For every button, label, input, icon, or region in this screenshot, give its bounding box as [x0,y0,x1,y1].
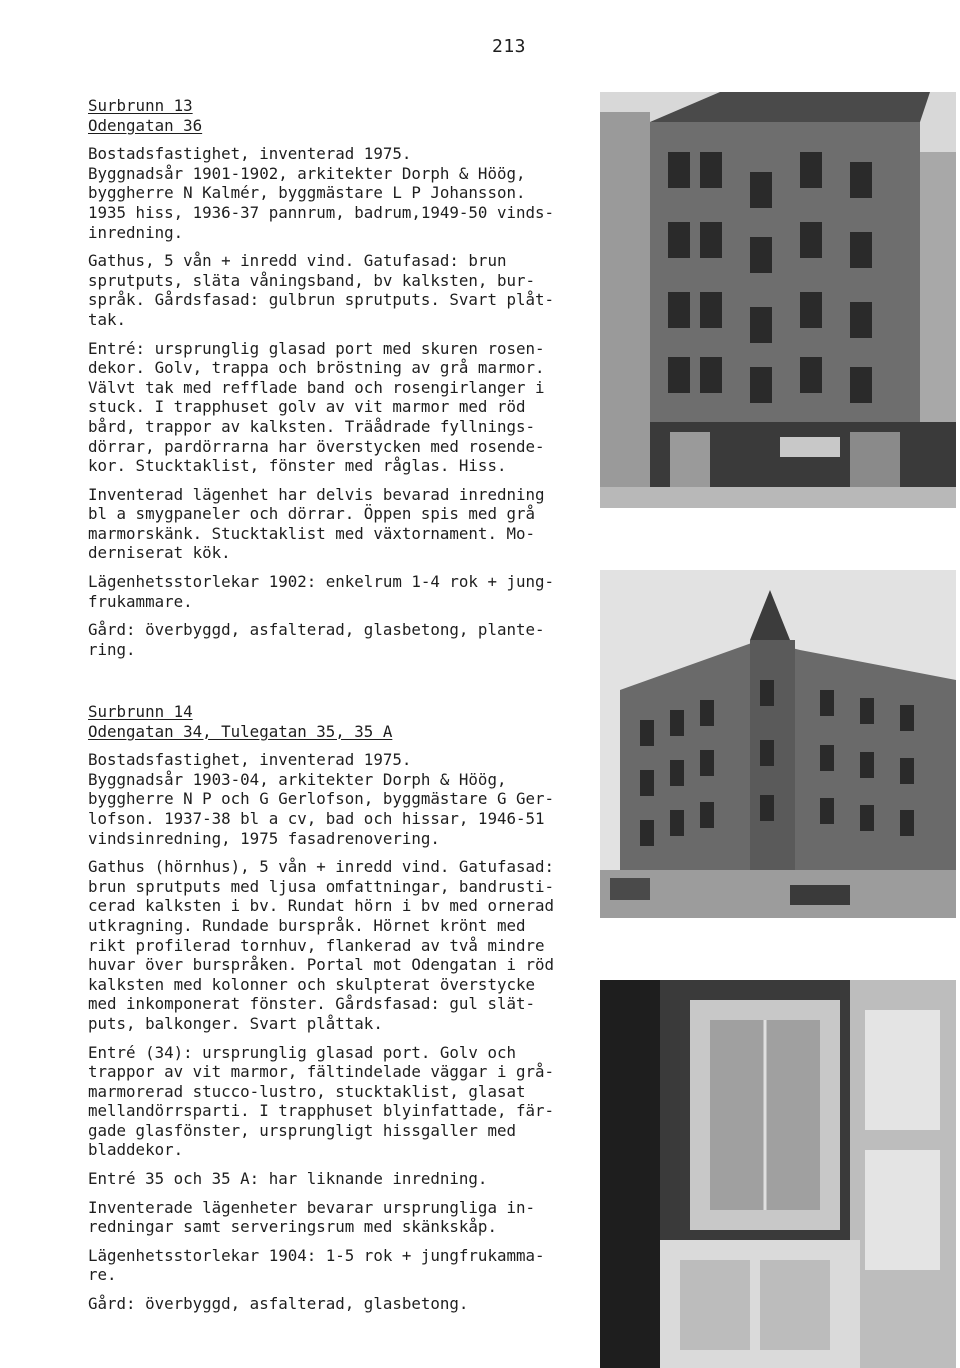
text-line: ring. [88,639,136,659]
text-line: kalksten med kolonner och skulpterat överstycke [88,974,535,994]
entry-header [88,96,572,135]
text-line: brun sprutputs med ljusa omfattningar, bandrusti- [88,876,555,896]
text-line: marmorskänk. Stucktaklist med växtornament. Mo- [88,523,535,543]
paragraph [88,620,572,659]
text-line: språk. Gårdsfasad: gulbrun sprutputs. Svart plåt- [88,290,555,310]
text-line: Bostadsfastighet, inventerad 1975. [88,144,412,164]
entry-address: Odengatan 36 [88,115,203,135]
text-line: Gård: överbyggd, asfalterad, glasbetong, plante- [88,620,545,640]
text-line: Gathus, 5 vån + inredd vind. Gatufasad: brun [88,251,507,271]
text-line: byggherre N Kalmér, byggmästare L P Johansson. [88,183,526,203]
paragraph [88,339,572,476]
text-line: derniserat kök. [88,543,231,563]
text-line: Entré: ursprunglig glasad port med skuren rosen- [88,338,545,358]
text-line: dörrar, pardörrarna har överstycken med rosende- [88,436,545,456]
text-line: Lägenhetsstorlekar 1902: enkelrum 1-4 rok + jung- [88,572,555,592]
text-line: Entré 35 och 35 A: har liknande inredning. [88,1169,488,1189]
paragraph [88,1043,572,1161]
paragraph [88,144,572,242]
entry-surbrunn-14 [88,702,572,1314]
photo-facade-odengatan-36 [600,92,956,508]
text-line: bl a smygpaneler och dörrar. Öppen spis med grå [88,504,535,524]
entry-body [88,750,572,1313]
text-line: utkragning. Rundade burspråk. Hörnet krönt med [88,915,526,935]
text-line: Byggnadsår 1901-1902, arkitekter Dorph & Höög, [88,163,526,183]
paragraph [88,251,572,329]
text-line: inredning. [88,222,184,242]
text-line: huvar över burspråken. Portal mot Odengatan i röd [88,955,555,975]
text-line: trappor av vit marmor, fältindelade väggar i grå- [88,1062,555,1082]
text-line: vindsinredning, 1975 fasadrenovering. [88,828,440,848]
text-line: redningar samt serveringsrum med skänkskåp. [88,1217,497,1237]
paragraph [88,485,572,563]
entry-body [88,144,572,659]
photo-corner-building-surbrunn-14 [600,570,956,918]
text-line: Byggnadsår 1903-04, arkitekter Dorph & Höög, [88,769,507,789]
paragraph [88,1294,572,1314]
paragraph [88,1198,572,1237]
text-line: Gathus (hörnhus), 5 vån + inredd vind. Gatufasad: [88,857,555,877]
text-line: kor. Stucktaklist, fönster med råglas. Hiss. [88,456,507,476]
text-line: puts, balkonger. Svart plåttak. [88,1013,383,1033]
text-line: stuck. I trapphuset golv av vit marmor med röd [88,397,526,417]
text-line: dekor. Golv, trappa och bröstning av grå marmor. [88,358,545,378]
paragraph [88,750,572,848]
text-line: sprutputs, släta våningsband, bv kalksten, bur- [88,270,535,290]
paragraph [88,1169,572,1189]
photo-interior-serveringsrum [600,980,956,1368]
text-line: Bostadsfastighet, inventerad 1975. [88,750,412,770]
page-number: 213 [492,36,527,57]
text-line: Välvt tak med refflade band och rosengirlanger i [88,377,545,397]
entry-surbrunn-13 [88,96,572,659]
text-line: Lägenhetsstorlekar 1904: 1-5 rok + jungfrukamma- [88,1245,545,1265]
text-line: byggherre N P och G Gerlofson, byggmästare G Ger- [88,789,555,809]
text-line: rikt profilerad tornhuv, flankerad av två mindre [88,935,545,955]
text-line: gade glasfönster, ursprungligt hissgaller med [88,1120,516,1140]
entry-header [88,702,572,741]
entry-title: Surbrunn 13 [88,96,193,115]
paragraph [88,1246,572,1285]
text-line: bård, trappor av kalksten. Träådrade fyllnings- [88,416,535,436]
text-line: Inventerad lägenhet har delvis bevarad inredning [88,484,545,504]
text-line: re. [88,1265,117,1285]
text-line: frukammare. [88,591,193,611]
text-line: Gård: överbyggd, asfalterad, glasbetong. [88,1294,469,1314]
text-line: mellandörrsparti. I trapphuset blyinfattade, fär- [88,1101,555,1121]
text-line: tak. [88,309,127,329]
paragraph [88,857,572,1033]
text-line: cerad kalksten i bv. Rundat hörn i bv med ornerad [88,896,555,916]
text-line: med inkomponerat fönster. Gårdsfasad: gul slät- [88,994,535,1014]
text-line: Inventerade lägenheter bevarar ursprungliga in- [88,1197,535,1217]
text-line: lofson. 1937-38 bl a cv, bad och hissar, 1946-51 [88,808,545,828]
text-line: bladdekor. [88,1140,184,1160]
text-line: marmorerad stucco-lustro, stucktaklist, glasat [88,1081,526,1101]
text-line: Entré (34): ursprunglig glasad port. Golv och [88,1042,516,1062]
paragraph [88,572,572,611]
text-line: 1935 hiss, 1936-37 pannrum, badrum,1949-50 vinds- [88,202,555,222]
entry-address: Odengatan 34, Tulegatan 35, 35 A [88,721,393,741]
entry-title: Surbrunn 14 [88,702,193,721]
